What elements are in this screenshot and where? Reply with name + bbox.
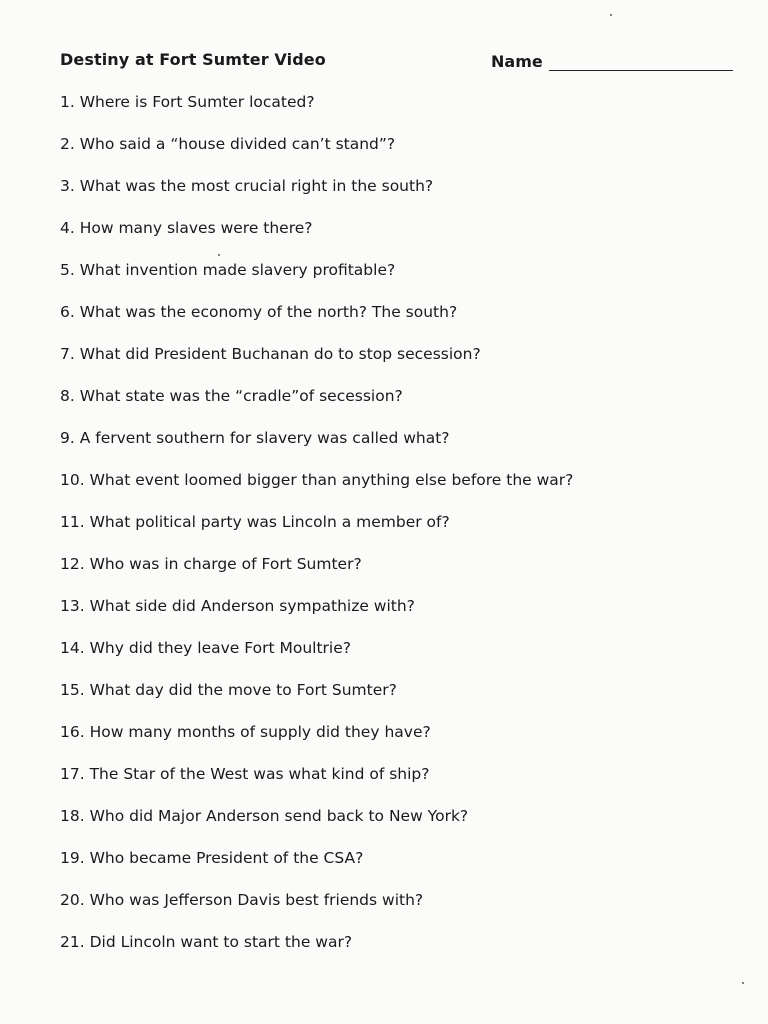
name-label: Name xyxy=(491,52,543,71)
scan-speck xyxy=(610,14,612,16)
question-item: 7. What did President Buchanan do to stop secession? xyxy=(60,345,481,363)
question-item: 1. Where is Fort Sumter located? xyxy=(60,93,315,111)
question-item: 10. What event loomed bigger than anything else before the war? xyxy=(60,471,574,489)
question-item: 19. Who became President of the CSA? xyxy=(60,849,364,867)
question-item: 21. Did Lincoln want to start the war? xyxy=(60,933,353,951)
question-item: 14. Why did they leave Fort Moultrie? xyxy=(60,639,351,657)
question-item: 15. What day did the move to Fort Sumter? xyxy=(60,681,397,699)
scan-speck xyxy=(742,982,744,984)
question-item: 8. What state was the “cradle”of secession? xyxy=(60,387,403,405)
question-item: 18. Who did Major Anderson send back to New York? xyxy=(60,807,469,825)
question-item: 11. What political party was Lincoln a member of? xyxy=(60,513,450,531)
question-item: 17. The Star of the West was what kind of ship? xyxy=(60,765,430,783)
question-item: 9. A fervent southern for slavery was called what? xyxy=(60,429,450,447)
question-item: 12. Who was in charge of Fort Sumter? xyxy=(60,555,362,573)
question-item: 2. Who said a “house divided can’t stand”? xyxy=(60,135,396,153)
question-item: 5. What invention made slavery profitable? xyxy=(60,261,396,279)
question-item: 6. What was the economy of the north? The south? xyxy=(60,303,458,321)
question-item: 20. Who was Jefferson Davis best friends with? xyxy=(60,891,424,909)
worksheet-title: Destiny at Fort Sumter Video xyxy=(60,50,326,69)
question-item: 4. How many slaves were there? xyxy=(60,219,313,237)
question-item: 16. How many months of supply did they have? xyxy=(60,723,431,741)
scan-speck xyxy=(218,254,220,256)
name-blank-line xyxy=(549,70,733,71)
question-item: 13. What side did Anderson sympathize with? xyxy=(60,597,415,615)
question-item: 3. What was the most crucial right in the south? xyxy=(60,177,434,195)
